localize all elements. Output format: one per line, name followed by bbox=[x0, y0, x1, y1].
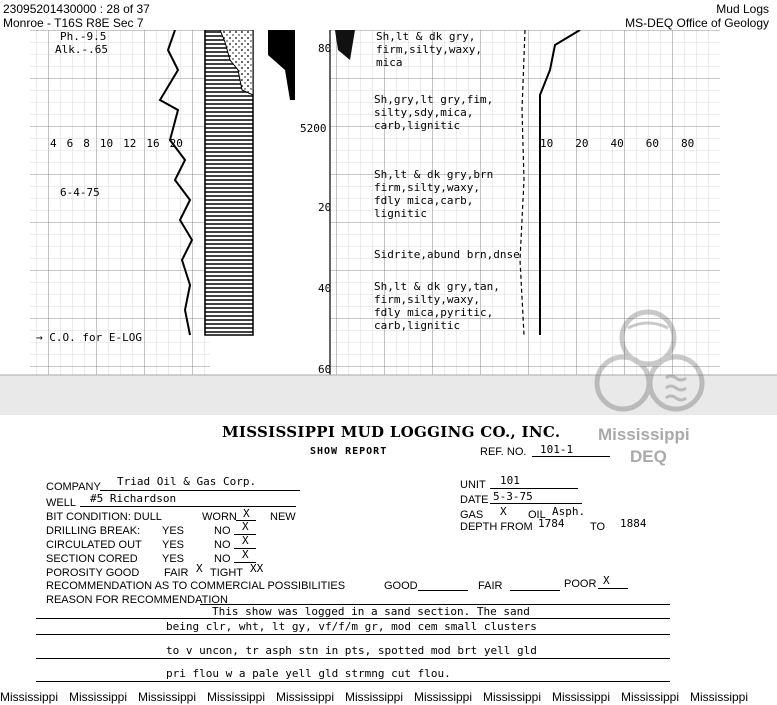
footer-item: Mississippi bbox=[552, 690, 611, 704]
narrative-line: pri flou w a pale yell gld strmng cut flou. bbox=[166, 667, 451, 680]
footer-item: Mississippi bbox=[276, 690, 335, 704]
well-value: #5 Richardson bbox=[90, 492, 177, 505]
ref-label: REF. NO. bbox=[480, 446, 527, 458]
right-scale bbox=[540, 137, 694, 150]
depth-label: 5200 bbox=[300, 122, 327, 135]
right-scale-tick: 20 bbox=[575, 137, 589, 150]
date-value: 5-3-75 bbox=[493, 490, 533, 503]
recommendation-label: RECOMMENDATION AS TO COMMERCIAL POSSIBILITIES bbox=[46, 580, 346, 592]
no-mark: X bbox=[242, 520, 249, 533]
footer-item: Mississippi bbox=[207, 690, 266, 704]
narrative-line: to v uncon, tr asph stn in pts, spotted mod brt yell gld bbox=[166, 644, 537, 657]
lithology-description: Sh,lt & dk gry, firm,silty,waxy, mica bbox=[376, 30, 482, 69]
lithology-description: Sh,lt & dk gry,tan, firm,silty,waxy, fdly mica,pyritic, carb,lignitic bbox=[374, 280, 500, 332]
bit-new-label: NEW bbox=[270, 511, 296, 523]
fair-label: FAIR bbox=[164, 567, 189, 579]
co-note: → C.O. for E-LOG bbox=[36, 331, 142, 344]
right-scale-tick: 60 bbox=[645, 137, 659, 150]
unit-value: 101 bbox=[500, 474, 520, 487]
narrative-line: being clr, wht, lt gy, vf/f/m gr, mod cem small clusters bbox=[166, 620, 537, 633]
lithology-description: Sh,gry,lt gry,fim, silty,sdy,mica, carb,lignitic bbox=[374, 93, 494, 132]
alk-note: Alk.-.65 bbox=[55, 43, 108, 56]
poor-label: POOR bbox=[564, 578, 597, 590]
footer-item: Mississippi bbox=[69, 690, 128, 704]
good-label: GOOD bbox=[384, 580, 418, 592]
footer-item: Mississippi bbox=[138, 690, 197, 704]
left-scale-tick: 8 bbox=[83, 137, 90, 150]
yes-label: YES bbox=[162, 539, 185, 551]
lithology-description: Sidrite,abund brn,dnse bbox=[374, 248, 520, 261]
right-scale-tick: 40 bbox=[610, 137, 624, 150]
co-note-text: C.O. for E-LOG bbox=[49, 331, 142, 344]
location-text: Monroe - T16S R8E Sec 7 bbox=[3, 16, 144, 30]
gas-mark: X bbox=[500, 505, 507, 518]
fair-mark: X bbox=[196, 562, 203, 575]
no-label: NO bbox=[214, 525, 231, 537]
no-mark: X bbox=[242, 548, 249, 561]
circulated-label: CIRCULATED OUT bbox=[46, 539, 142, 551]
log-date: 6-4-75 bbox=[60, 186, 100, 199]
report-company: MISSISSIPPI MUD LOGGING CO., INC. bbox=[222, 423, 561, 441]
footer-item: Mississippi bbox=[483, 690, 542, 704]
footer-item: Mississippi bbox=[0, 690, 59, 704]
yes-label: YES bbox=[162, 553, 185, 565]
well-label: WELL bbox=[46, 497, 76, 509]
poor-mark: X bbox=[603, 574, 610, 587]
left-scale-tick: 12 bbox=[123, 137, 137, 150]
footer-watermark-row bbox=[0, 690, 777, 704]
depth-from-label: DEPTH FROM bbox=[460, 521, 533, 533]
company-value: Triad Oil & Gas Corp. bbox=[117, 475, 257, 488]
tight-mark: XX bbox=[250, 562, 264, 575]
oil-value: Asph. bbox=[552, 505, 586, 518]
depth-label: 60 bbox=[318, 363, 332, 376]
report-title: SHOW REPORT bbox=[310, 446, 388, 457]
right-scale-tick: 80 bbox=[681, 137, 695, 150]
left-scale-tick: 10 bbox=[99, 137, 114, 150]
lithology-description: Sh,lt & dk gry,brn firm,silty,waxy, fdly mica,carb, lignitic bbox=[374, 168, 494, 220]
left-scale-tick: 20 bbox=[169, 137, 183, 150]
drilling-break-label: DRILLING BREAK: bbox=[46, 525, 141, 537]
ref-value: 101-1 bbox=[540, 443, 574, 456]
porosity-label: POROSITY GOOD bbox=[46, 567, 140, 579]
depth-to-value: 1884 bbox=[620, 517, 647, 530]
depth-label: 80 bbox=[318, 42, 332, 55]
watermark-text: Mississippi bbox=[598, 425, 690, 444]
bit-worn-label: WORN bbox=[202, 511, 237, 523]
bit-condition-label: BIT CONDITION: DULL bbox=[46, 511, 162, 523]
ph-note: Ph.-9.5 bbox=[60, 30, 107, 43]
left-scale bbox=[50, 137, 210, 150]
left-scale-tick: 6 bbox=[66, 137, 74, 150]
depth-label: 20 bbox=[318, 201, 332, 214]
yes-label: YES bbox=[162, 525, 185, 537]
no-mark: X bbox=[242, 534, 249, 547]
bit-worn-mark: X bbox=[243, 507, 250, 520]
unit-label: UNIT bbox=[460, 479, 486, 491]
left-scale-tick: 16 bbox=[146, 137, 160, 150]
left-scale-tick: 4 bbox=[50, 137, 57, 150]
reason-label: REASON FOR RECOMMENDATION bbox=[46, 594, 228, 606]
company-label: COMPANY bbox=[46, 481, 101, 493]
depth-label: 40 bbox=[318, 282, 332, 295]
right-scale-tick: 10 bbox=[540, 137, 554, 150]
gas-label: GAS bbox=[460, 509, 484, 521]
tight-label: TIGHT bbox=[210, 567, 243, 579]
document-id: 23095201430000 : 28 of 37 bbox=[3, 2, 150, 16]
footer-item: Mississippi bbox=[621, 690, 680, 704]
watermark-text: DEQ bbox=[630, 447, 667, 466]
deq-logo bbox=[588, 308, 718, 428]
section-cored-label: SECTION CORED bbox=[46, 553, 138, 565]
depth-from-value: 1784 bbox=[538, 517, 565, 530]
depth-to-label: TO bbox=[590, 521, 606, 533]
fair2-label: FAIR bbox=[478, 580, 503, 592]
footer-item: Mississippi bbox=[414, 690, 473, 704]
footer-item: Mississippi bbox=[345, 690, 404, 704]
oil-label: OIL bbox=[528, 509, 546, 521]
agency-name: MS-DEQ Office of Geology bbox=[625, 16, 769, 30]
narrative-line: This show was logged in a sand section. The sand bbox=[212, 605, 530, 618]
no-label: NO bbox=[214, 553, 231, 565]
footer-item: Mississippi bbox=[690, 690, 749, 704]
date-label: DATE bbox=[460, 494, 489, 506]
no-label: NO bbox=[214, 539, 231, 551]
document-type: Mud Logs bbox=[716, 2, 769, 16]
